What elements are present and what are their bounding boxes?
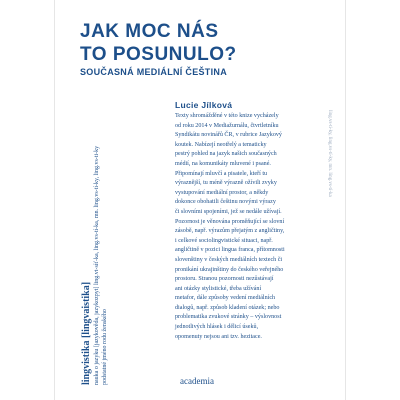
blurb-line: angličtině v pozici lingua franca, přítomnosti (175, 247, 285, 254)
title-line-1: JAK MOC NÁS (80, 21, 219, 42)
blurb-line: dokonce obohatili češtinu novými výrazy (175, 199, 276, 206)
blurb-line: ani otázky stylistické, třeba užívání (175, 285, 262, 292)
side-note-block (325, 110, 335, 350)
dictionary-entry (81, 115, 109, 385)
blurb-line: výraznější, tu méně výrazně ožívili zvyky (175, 180, 277, 187)
title-line-2: TO POSUNULO? (80, 44, 237, 65)
blurb-line: pestrý pohled na jazyk našich současných (175, 151, 277, 158)
blurb-line: či slovními spojeními, jež se nedále užívají. (175, 208, 282, 215)
series-grammar-note: podstatné jméno rodu ženského (102, 309, 108, 385)
blurb-line: prostoru. Stranou pozornosti nezůstávají (175, 276, 274, 283)
blurb-line: médií, na komunikáty mluvené i psané. (175, 160, 271, 167)
blurb-line: jednotlivých hlásek i dělicí úseků, (175, 324, 259, 331)
series-definition: nauka o jazyku [jazykověda, jazykozpyt] ling.vt-síť-ka, ling.vs-tí-ka, mn. ling.vs-tí-ky, ling.vs-ti-ky (94, 145, 100, 385)
dictionary-entry-block (81, 115, 121, 385)
blurb-line: Texty shromážděné v této knize vycházely (175, 113, 279, 119)
blurb-line: Pozornost je věnována proměňující se slovní (175, 218, 285, 225)
blurb-line: koutek. Nabízejí neotřelý a tematicky (175, 141, 267, 148)
blurb-line: pronikání ukrajinštiny do českého veřejného (175, 266, 284, 273)
book-title (80, 20, 237, 66)
blurb-line: problematika zvukové stránky – výslovnost (175, 314, 282, 321)
side-note: ling.vs-ti-ky, ling.vs-tí-ky, mn. ling.vs-tí-ka (327, 110, 332, 197)
blurb-line: vystupování mediální prostor, a někdy (175, 189, 269, 196)
series-name: lingvistika [lingvaistika] (81, 281, 92, 385)
blurb-line: od roku 2014 v Mediažurnálu, čtvrtletníku (175, 122, 279, 129)
blurb-line: dialogů, např. způsob kladení otázek; nebo (175, 304, 280, 311)
blurb-line: slovenštiny v českých mediálních textech či (175, 256, 283, 263)
book-subtitle: SOUČASNÁ MEDIÁLNÍ ČEŠTINA (80, 67, 228, 77)
blurb-line: Syndikátu novinářů ČR, v rubrice Jazykový (175, 132, 282, 139)
publisher-logo: academia (180, 376, 214, 386)
blurb-line: zásobě, např. výrazům přejatým z angličtiny, (175, 228, 285, 235)
blurb-line: Připomínají mluvčí a pisatele, kteří tu (175, 170, 268, 177)
blurb-text (175, 112, 327, 342)
book-cover (55, 0, 345, 400)
blurb-line: i celkové sociolingvistické situaci, např. (175, 237, 273, 244)
author-name: Lucie Jílková (175, 100, 233, 110)
blurb-line: metafor, dále způsoby vedení mediálních (175, 295, 276, 302)
blurb-line: opomenuty nejsou ani tzv. hezitace. (175, 333, 262, 340)
